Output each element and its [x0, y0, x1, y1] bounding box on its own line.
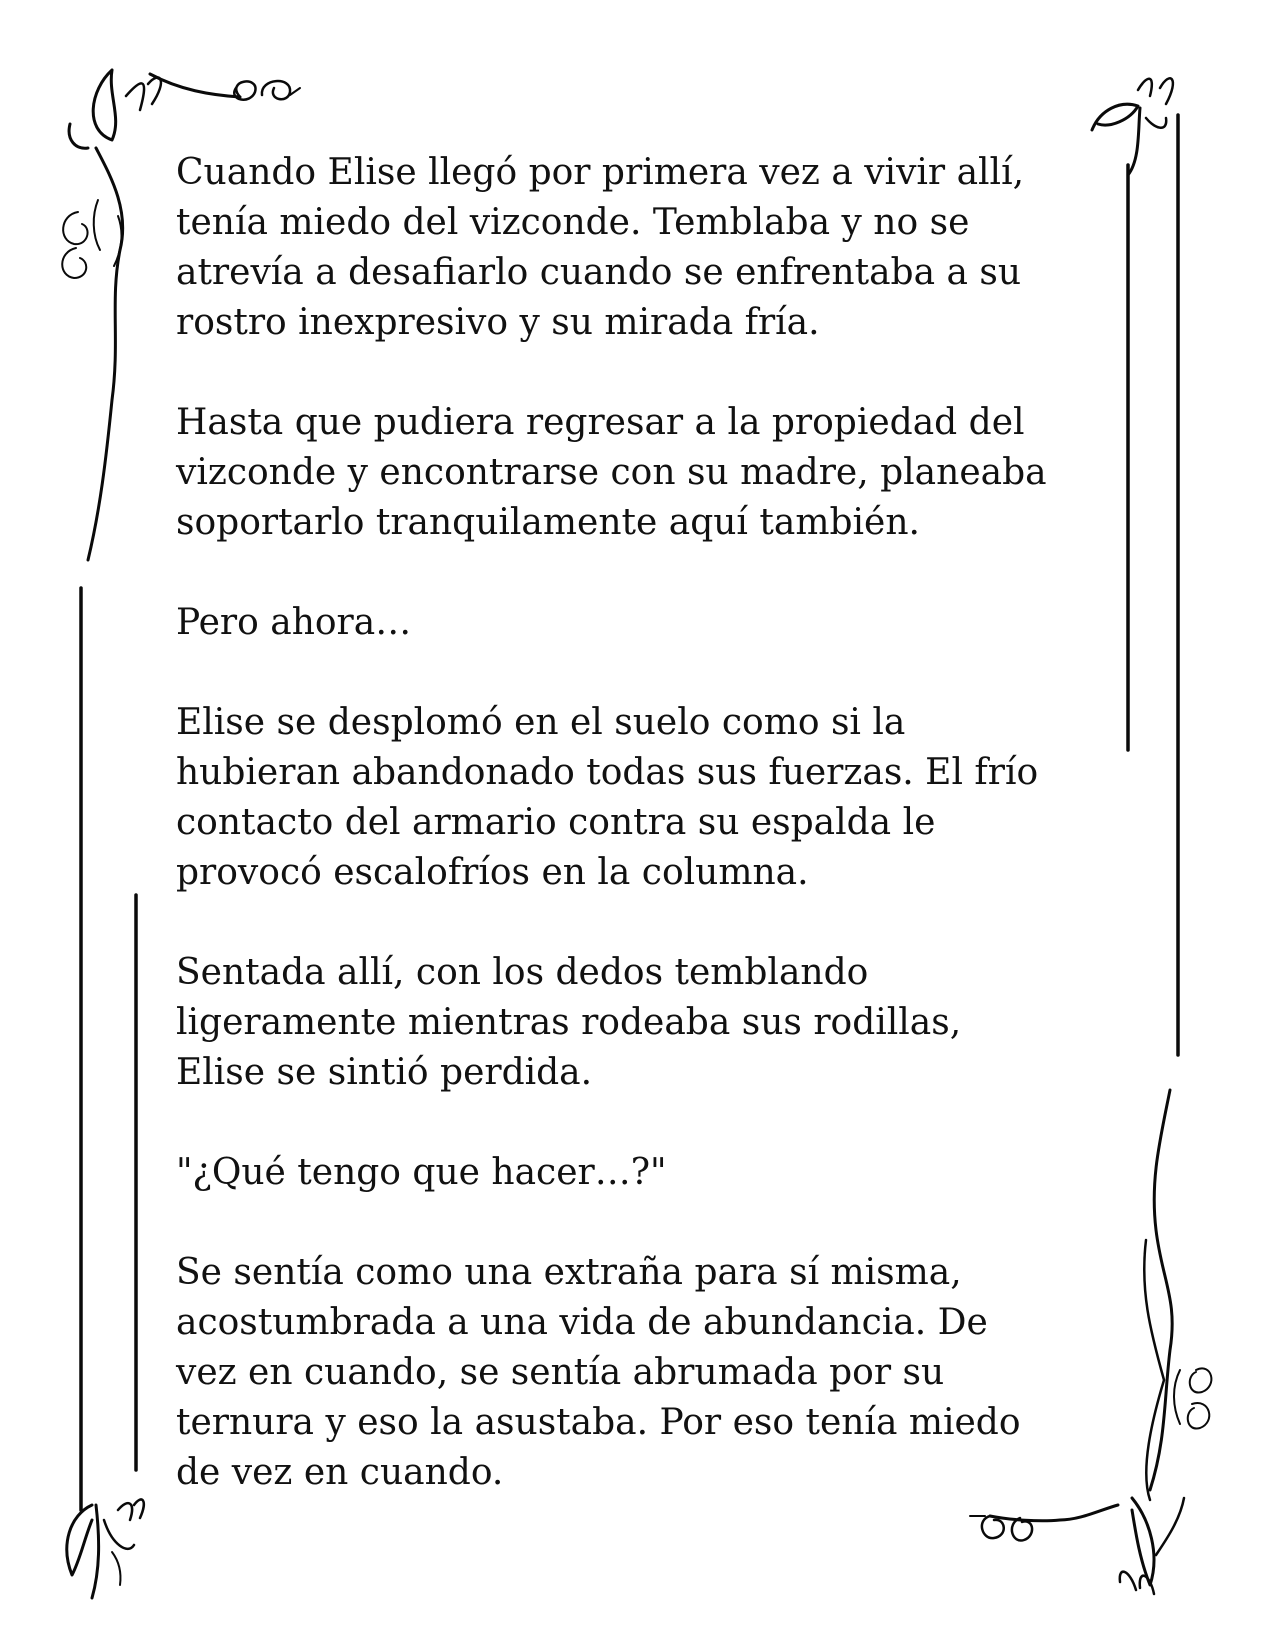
text-line: "¿Qué tengo que hacer…?" [176, 1152, 667, 1193]
story-text [176, 148, 1096, 1548]
paragraph [176, 598, 1096, 648]
text-line: ternura y eso la asustaba. Por eso tenía miedo [176, 1402, 1021, 1443]
paragraph [176, 1148, 1096, 1198]
text-line: Hasta que pudiera regresar a la propiedad del [176, 402, 1025, 443]
paragraph [176, 148, 1096, 348]
bottom-left-flourish [67, 1499, 144, 1598]
text-line: Cuando Elise llegó por primera vez a vivir allí, [176, 152, 1025, 193]
paragraph [176, 698, 1096, 898]
top-right-flourish [1092, 78, 1173, 175]
text-line: hubieran abandonado todas sus fuerzas. El frío [176, 752, 1039, 793]
text-line: acostumbrada a una vida de abundancia. De [176, 1302, 988, 1343]
text-line: rostro inexpresivo y su mirada fría. [176, 302, 820, 343]
text-line: vizconde y encontrarse con su madre, planeaba [176, 452, 1047, 493]
text-line: Elise se desplomó en el suelo como si la [176, 702, 906, 743]
paragraph [176, 948, 1096, 1098]
text-line: atrevía a desafiarlo cuando se enfrentaba a su [176, 252, 1022, 293]
paragraph [176, 1248, 1096, 1498]
text-line: tenía miedo del vizconde. Temblaba y no se [176, 202, 970, 243]
text-line: Se sentía como una extraña para sí misma, [176, 1252, 962, 1293]
text-line: provocó escalofríos en la columna. [176, 852, 809, 893]
text-line: Sentada allí, con los dedos temblando [176, 952, 869, 993]
text-line: Pero ahora… [176, 602, 412, 643]
paragraph [176, 398, 1096, 548]
text-line: Elise se sintió perdida. [176, 1052, 593, 1093]
text-line: contacto del armario contra su espalda le [176, 802, 936, 843]
text-line: ligeramente mientras rodeaba sus rodillas, [176, 1002, 962, 1043]
text-line: de vez en cuando. [176, 1452, 504, 1493]
text-line: vez en cuando, se sentía abrumada por su [176, 1352, 945, 1393]
text-line: soportarlo tranquilamente aquí también. [176, 502, 920, 543]
